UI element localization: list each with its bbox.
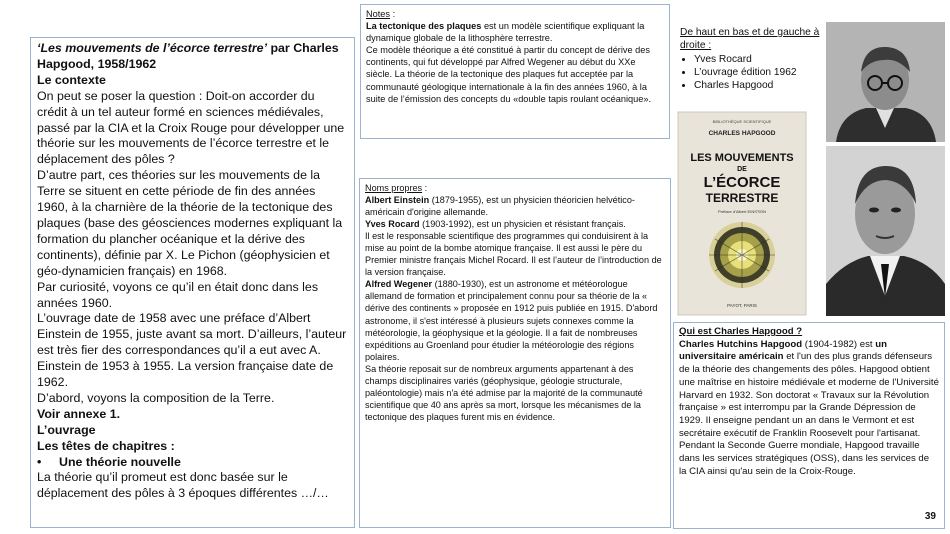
hapgood-text-1: (1904-1982) est xyxy=(802,338,876,350)
chapitres-heading: Les têtes de chapitres : xyxy=(37,438,175,453)
notes-text-2: Ce modèle théorique a été constitué à partir du concept de dérive des continents, qui fut développé par Alfred Wegener au début du XXe siècle. La théorie de la tectonique des plaques fut acceptée par la communauté géologique internationale à la fin des années 1960, à la suite de l’émission des concepts du «double tapis roulant océanique». xyxy=(366,45,652,104)
einstein-text: (1879-1955), est un physicien théoricien helvético-américain d'origine allemande. xyxy=(365,195,635,218)
wegener-text: (1880-1930), est un astronome et météorologue allemand de formation et principalement connu pour sa théorie de la « dérive des continents » proposée en 1912 puis publiée en 1915. D'abord astronome, il s'est intéressé à plusieurs sujets connexes comme la météorologie, la géophysique et la géologie. Il a fait de nombreuses expéditions au Groenland pour étudier la météorologie des régions polaires. xyxy=(365,279,658,362)
bullet-dot: • xyxy=(37,454,42,469)
main-para-4: L’ouvrage date de 1958 avec une préface d’Albert Einstein de 1955, juste avant sa mort. D’ailleurs, l’auteur est très fier des correspondances qu’il a eut avec A. Einstein de 1953 à 1955. La version française date de 1962. xyxy=(37,311,347,390)
chapter-bullet xyxy=(37,455,348,471)
caption-item-hapgood: • Charles Hapgood xyxy=(694,80,820,93)
caption-list xyxy=(680,54,820,93)
main-title xyxy=(37,41,348,73)
main-text-box xyxy=(30,37,355,528)
hapgood-text-2: et l'un des plus grands défenseurs de la théorie des changements des pôles. Hapgood obtient une maîtrise en histoire médiévale et moderne de l'Université Harvard en 1932. Son doctorat « Travaux sur la Révolution française » est interrompu par la Grande Dépression de 1929. Il enseigne pendant un an dans le Vermont et est secrétaire exécutif de Franklin Roosevelt pour l'artisanat. Pendant la Seconde Guerre mondiale, Hapgood travaille dans les services stratégiques (OSS), dans les services de la CIA ainsi qu'au sein de la Croix-Rouge. xyxy=(679,351,939,477)
caption-line: De haut en bas et de gauche à droite : xyxy=(680,27,820,51)
book-title-italic: ‘Les mouvements de l’écorce terrestre’ xyxy=(37,41,268,55)
main-para-2: D’autre part, ces théories sur les mouvements de la Terre se situent en cette période de fin des années 1960, à la charnière de la théorie de la tectonique des plaques (base des géosciences modernes expliquant la formation du plancher océanique et la dérive des continents), définie par X. Le Pichon (géophysicien et géo-dynamicien français) en 1968. xyxy=(37,168,343,278)
noms-heading: Noms propres xyxy=(365,183,423,193)
hapgood-name: Charles Hutchins Hapgood xyxy=(679,338,803,350)
rocard-name: Yves Rocard xyxy=(365,219,420,230)
rocard-text: (1903-1992), est un physicien et résistant français. xyxy=(419,219,626,230)
book-title-2: DE xyxy=(737,166,747,173)
main-para-6: La théorie qu’il promeut est donc basée sur le déplacement des pôles à 3 époques différentes …/… xyxy=(37,470,329,501)
einstein-name: Albert Einstein xyxy=(365,195,430,206)
contexte-heading: Le contexte xyxy=(37,72,106,87)
hapgood-box xyxy=(673,322,945,529)
book-title-author: par Charles Hapgood, 1958/1962 xyxy=(37,41,339,71)
notes-text-1: est un modèle scientifique expliquant la dynamique globale de la lithosphère terrestre. xyxy=(366,21,645,44)
globe-illustration xyxy=(709,222,775,288)
book-preface: Préface d’Albert EINSTEIN xyxy=(717,209,767,214)
annexe-reference: Voir annexe 1. xyxy=(37,406,121,421)
book-title-3: L’ÉCORCE xyxy=(703,174,781,191)
rocard-text-2: Il est le responsable scientifique des programmes qui conduisirent à la mise au point de la bombe atomique française. Il est aussi le père du Premier ministre français Michel Rocard. Il est l’auteur de l’introduction de la version française. xyxy=(365,231,662,278)
portrait-yves-rocard xyxy=(826,22,945,142)
caption-item-book: • L’ouvrage édition 1962 xyxy=(694,67,820,80)
book-cover-image xyxy=(675,109,809,318)
noms-propres-box xyxy=(359,178,671,528)
notes-box xyxy=(360,4,670,139)
main-para-5: D’abord, voyons la composition de la Terre. xyxy=(37,390,275,405)
notes-heading: Notes xyxy=(366,9,391,19)
book-series: BIBLIOTHÈQUE SCIENTIFIQUE xyxy=(712,119,772,124)
notes-term: La tectonique des plaques xyxy=(366,21,482,32)
wegener-name: Alfred Wegener xyxy=(365,279,433,290)
caption-item-rocard: • Yves Rocard xyxy=(694,54,820,67)
book-title-4: TERRESTRE xyxy=(705,191,779,205)
main-para-1: On peut se poser la question : Doit-on accorder du crédit à un tel auteur formé en sciences médiévales, passé par la CIA et la Croix Rouge pour développer une théorie sur les mouvements de l’écorce terrestre et le déplacement des pôles ? xyxy=(37,88,345,167)
noms-colon: : xyxy=(422,183,428,193)
hapgood-heading: Qui est Charles Hapgood ? xyxy=(679,326,803,337)
book-title-1: LES MOUVEMENTS xyxy=(690,152,794,164)
book-author: CHARLES HAPGOOD xyxy=(708,130,776,137)
photo-caption xyxy=(680,27,820,93)
page-number: 39 xyxy=(924,511,936,523)
notes-colon: : xyxy=(390,9,396,19)
book-publisher: PAYOT, PARIS xyxy=(727,303,757,308)
wegener-text-2: Sa théorie reposait sur de nombreux arguments appartenant à des champs disciplinaires variés (géophysique, géologie structurale, paléontologie) mais n'a été admise par la majorité de la communauté scientifique que 40 ans après sa mort, lorsque les mécanismes de la tectonique des plaques furent mis en évidence. xyxy=(365,363,643,422)
hapgood-bold-2: un universitaire américain xyxy=(679,338,887,363)
ouvrage-heading: L’ouvrage xyxy=(37,422,96,437)
main-para-3: Par curiosité, voyons ce qu’il en était donc dans les années 1960. xyxy=(37,279,319,310)
chapter-title: Une théorie nouvelle xyxy=(59,454,181,469)
portrait-charles-hapgood xyxy=(826,146,945,316)
